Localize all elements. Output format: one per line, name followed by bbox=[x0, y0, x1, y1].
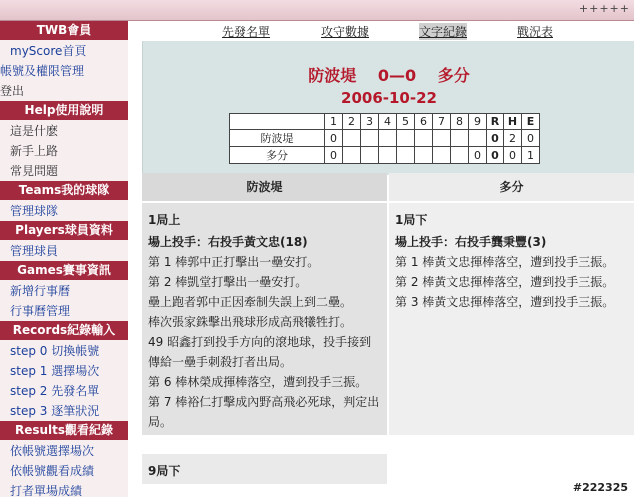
watermark: #222325 bbox=[572, 481, 628, 494]
away-team-log bbox=[142, 173, 387, 435]
sidebar-section-records: Records紀錄輸入 bbox=[0, 321, 128, 340]
box-cell: 0 bbox=[504, 147, 522, 164]
play-entry: 棒次張家銖擊出飛球形成高飛犧牲打。 bbox=[148, 315, 353, 329]
box-cell: 6 bbox=[415, 114, 433, 130]
box-score-header-row bbox=[230, 114, 540, 130]
box-cell: 防波堤 bbox=[230, 130, 325, 147]
tab-stats[interactable]: 攻守數據 bbox=[321, 25, 370, 39]
box-cell: 0 bbox=[487, 147, 504, 164]
box-cell: R bbox=[487, 114, 504, 130]
box-cell bbox=[433, 147, 451, 164]
play-entry: 第 7 棒裕仁打擊成內野高飛必死球，判定出局。 bbox=[148, 395, 380, 429]
next-inning-box bbox=[142, 454, 387, 484]
play-entry: 第 3 棒黃文忠揮棒落空，遭到投手三振。 bbox=[395, 295, 615, 309]
sidebar-section-players: Players球員資料 bbox=[0, 221, 128, 240]
play-entry: 第 2 棒黃文忠揮棒落空，遭到投手三振。 bbox=[395, 275, 615, 289]
box-cell: 1 bbox=[325, 114, 343, 130]
sidebar-item-step3[interactable]: step 3 逐筆狀況 bbox=[10, 404, 100, 418]
sidebar-section-help: Help使用說明 bbox=[0, 101, 128, 120]
box-cell bbox=[451, 130, 469, 147]
box-cell bbox=[415, 147, 433, 164]
sidebar-item-manage-players[interactable]: 管理球員 bbox=[10, 244, 59, 258]
game-date: 2006-10-22 bbox=[341, 89, 437, 107]
inning-label: 1局下 bbox=[395, 213, 428, 227]
box-cell bbox=[343, 130, 361, 147]
sidebar-item-manage-teams[interactable]: 管理球隊 bbox=[10, 204, 59, 218]
box-cell: 3 bbox=[361, 114, 379, 130]
play-entry: 壘上跑者郭中正因牽制失誤上到二壘。 bbox=[148, 295, 353, 309]
box-cell: 0 bbox=[469, 147, 487, 164]
box-cell: 0 bbox=[325, 147, 343, 164]
home-team-name: 多分 bbox=[437, 66, 470, 85]
next-inning-label: 9局下 bbox=[148, 464, 181, 478]
box-cell bbox=[230, 114, 325, 130]
box-cell: E bbox=[522, 114, 540, 130]
box-cell: 4 bbox=[379, 114, 397, 130]
sidebar-section-results: Results觀看紀錄 bbox=[0, 421, 128, 440]
home-team-log-header: 多分 bbox=[389, 173, 634, 201]
box-cell: 2 bbox=[343, 114, 361, 130]
box-cell: 0 bbox=[522, 130, 540, 147]
box-cell: 2 bbox=[504, 130, 522, 147]
away-team-name: 防波堤 bbox=[308, 66, 357, 85]
box-score-table bbox=[229, 113, 540, 164]
box-cell: 1 bbox=[522, 147, 540, 164]
game-score: 0—0 bbox=[377, 66, 417, 85]
box-cell bbox=[343, 147, 361, 164]
box-cell bbox=[397, 147, 415, 164]
box-cell bbox=[433, 130, 451, 147]
inning-label: 1局上 bbox=[148, 213, 181, 227]
game-header bbox=[142, 41, 634, 175]
tab-bar bbox=[142, 23, 634, 41]
away-inning-box bbox=[142, 203, 387, 435]
away-team-log-header: 防波堤 bbox=[142, 173, 387, 201]
tab-battle-chart[interactable]: 戰況表 bbox=[517, 25, 554, 39]
box-cell bbox=[379, 147, 397, 164]
tab-starting-lineup[interactable]: 先發名單 bbox=[222, 25, 271, 39]
box-cell bbox=[451, 147, 469, 164]
box-score-home-row bbox=[230, 147, 540, 164]
box-cell: 多分 bbox=[230, 147, 325, 164]
sidebar-item-step1[interactable]: step 1 選擇場次 bbox=[10, 364, 100, 378]
sidebar-item-step0[interactable]: step 0 切換帳號 bbox=[10, 344, 100, 358]
box-cell: 8 bbox=[451, 114, 469, 130]
sidebar-item-batter-stats[interactable]: 打者單場成績 bbox=[10, 484, 83, 497]
top-bar bbox=[0, 0, 634, 21]
play-entry: 第 1 棒郭中正打擊出一壘安打。 bbox=[148, 255, 320, 269]
sidebar-item-getting-started[interactable]: 新手上路 bbox=[10, 144, 59, 158]
home-team-log bbox=[389, 173, 634, 435]
pitcher-label: 場上投手：右投手黃文忠(18) bbox=[148, 235, 308, 249]
sidebar-item-new-calendar[interactable]: 新增行事曆 bbox=[10, 284, 71, 298]
box-score-away-row bbox=[230, 130, 540, 147]
play-entry: 49 昭鑫打到投手方向的滾地球，投手接到傳給一壘手刺殺打者出局。 bbox=[148, 335, 372, 369]
box-cell bbox=[379, 130, 397, 147]
sidebar-item-select-game[interactable]: 依帳號選擇場次 bbox=[10, 444, 95, 458]
home-inning-box bbox=[389, 203, 634, 435]
sidebar-item-account-permissions[interactable]: 帳號及權限管理 bbox=[0, 64, 85, 78]
tab-text-record[interactable]: 文字紀錄 bbox=[419, 25, 468, 39]
sidebar-item-calendar-manage[interactable]: 行事曆管理 bbox=[10, 304, 71, 318]
sidebar-section-teams: Teams我的球隊 bbox=[0, 181, 128, 200]
box-cell: H bbox=[504, 114, 522, 130]
pitcher-label: 場上投手：右投手龔秉豐(3) bbox=[395, 235, 547, 249]
sidebar-section-games: Games賽事資訊 bbox=[0, 261, 128, 280]
box-cell: 7 bbox=[433, 114, 451, 130]
box-cell: 5 bbox=[397, 114, 415, 130]
box-cell bbox=[361, 147, 379, 164]
sidebar-item-step2[interactable]: step 2 先發名單 bbox=[10, 384, 100, 398]
top-bar-dots: +++++ bbox=[578, 2, 630, 15]
box-cell: 0 bbox=[487, 130, 504, 147]
box-cell bbox=[361, 130, 379, 147]
game-title bbox=[143, 63, 634, 86]
sidebar-section-member: TWB會員 bbox=[0, 21, 128, 40]
sidebar-item-logout[interactable]: 登出 bbox=[0, 84, 25, 98]
box-cell bbox=[469, 130, 487, 147]
box-cell bbox=[415, 130, 433, 147]
play-entry: 第 2 棒凱堂打擊出一壘安打。 bbox=[148, 275, 308, 289]
sidebar bbox=[0, 21, 128, 497]
sidebar-item-what-is-this[interactable]: 這是什麽 bbox=[10, 124, 59, 138]
play-entry: 第 1 棒黃文忠揮棒落空，遭到投手三振。 bbox=[395, 255, 615, 269]
sidebar-item-view-stats[interactable]: 依帳號觀看成績 bbox=[10, 464, 95, 478]
sidebar-item-faq[interactable]: 常見問題 bbox=[10, 164, 59, 178]
box-cell bbox=[397, 130, 415, 147]
box-cell: 9 bbox=[469, 114, 487, 130]
box-cell: 0 bbox=[325, 130, 343, 147]
sidebar-item-myscore-home[interactable]: myScore首頁 bbox=[10, 44, 87, 58]
play-entry: 第 6 棒林榮成揮棒落空，遭到投手三振。 bbox=[148, 375, 368, 389]
